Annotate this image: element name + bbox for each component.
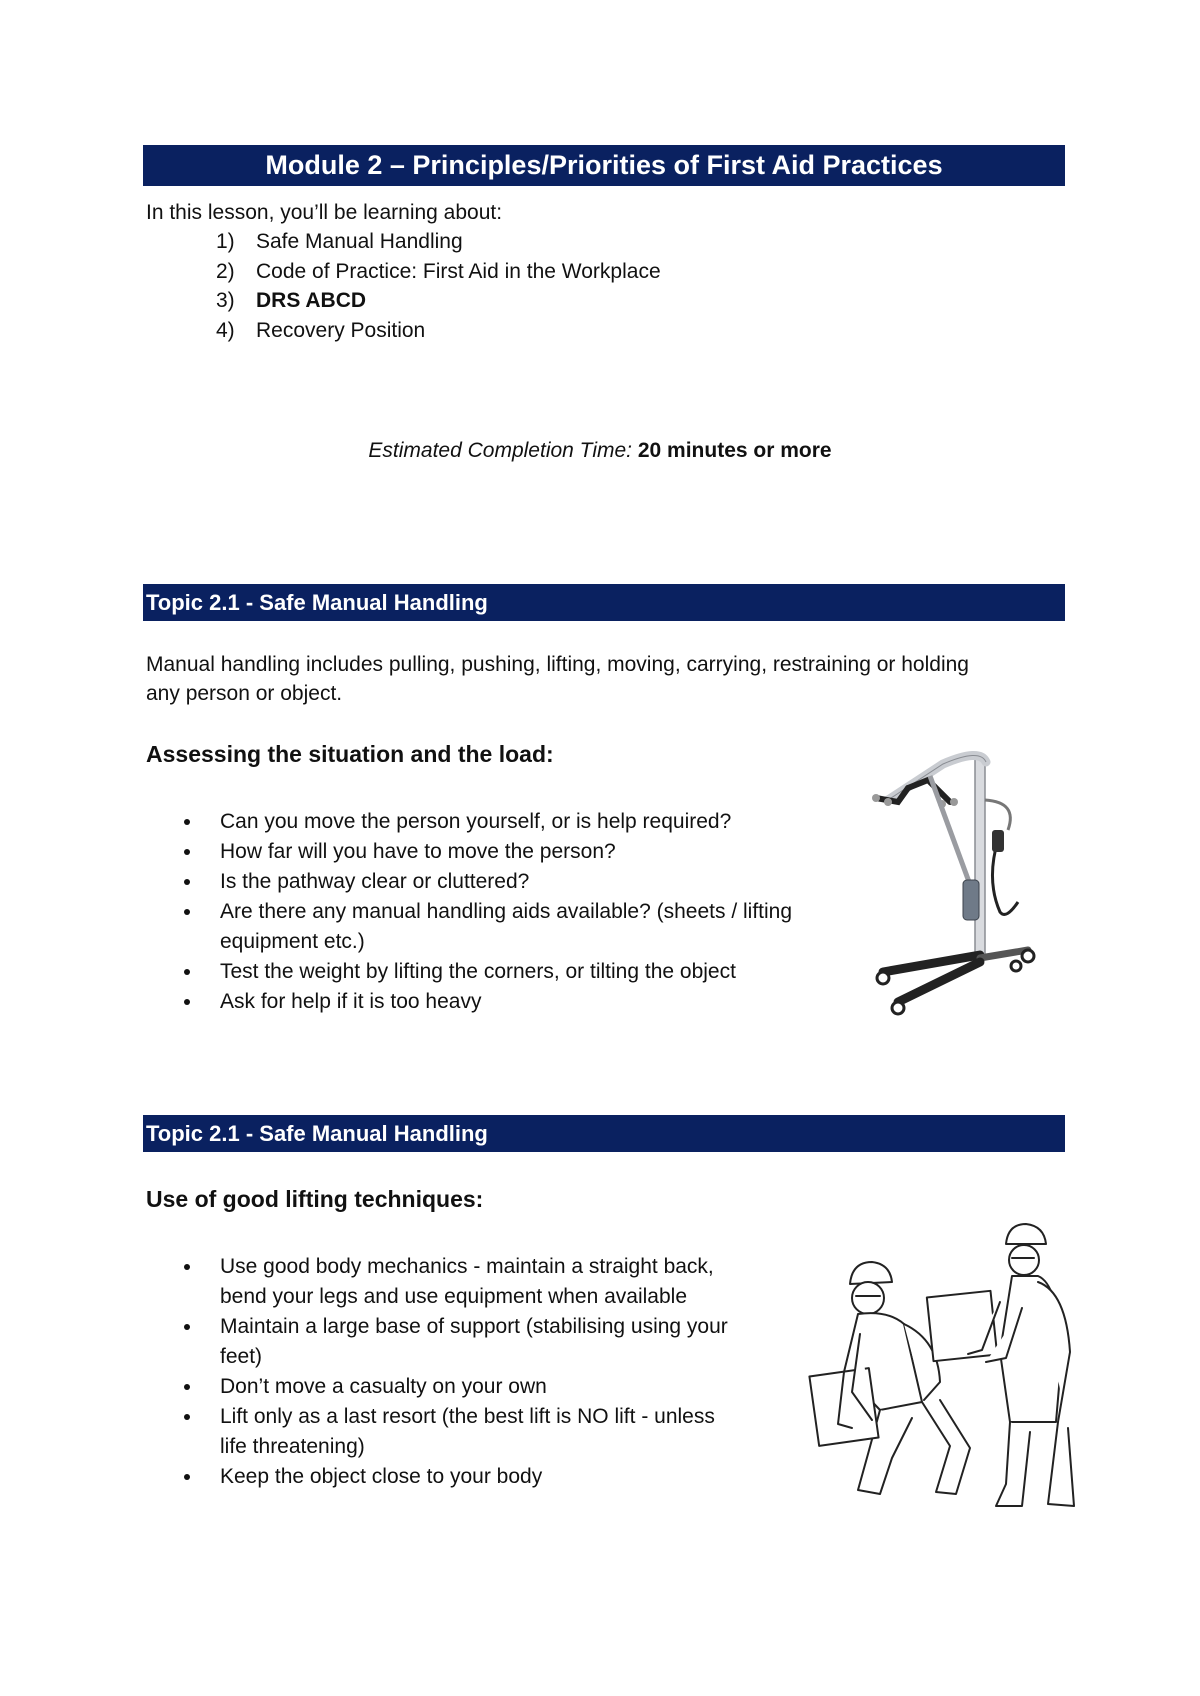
- lesson-item: 4) Recovery Position: [216, 318, 426, 342]
- lesson-item: 3) DRS ABCD: [216, 289, 367, 312]
- lifting-bullet-list: [184, 1252, 728, 1492]
- lesson-list: [216, 227, 661, 345]
- list-item-continuation: feet): [220, 1345, 263, 1368]
- list-item: How far will you have to move the person?: [184, 837, 792, 867]
- list-item: Lift only as a last resort (the best lift is NO lift - unless: [184, 1402, 728, 1432]
- assessing-bullet-list: [184, 807, 792, 1017]
- list-item-continuation: bend your legs and use equipment when available: [220, 1285, 687, 1308]
- list-item-continuation: equipment etc.): [220, 930, 365, 953]
- topic-banner: Topic 2.1 - Safe Manual Handling: [143, 1115, 1065, 1152]
- list-item: Maintain a large base of support (stabilising using your: [184, 1312, 728, 1342]
- list-item: Is the pathway clear or cluttered?: [184, 867, 792, 897]
- list-item: Test the weight by lifting the corners, or tilting the object: [184, 957, 792, 987]
- lesson-intro: In this lesson, you’ll be learning about:: [146, 201, 503, 224]
- list-item: Keep the object close to your body: [184, 1462, 728, 1492]
- patient-lift-illustration-icon: [868, 740, 1038, 1020]
- manual-handling-definition-line: Manual handling includes pulling, pushing, lifting, moving, carrying, restraining or holding: [146, 653, 969, 676]
- completion-time: Estimated Completion Time: 20 minutes or more: [368, 439, 832, 462]
- list-item: Are there any manual handling aids available? (sheets / lifting: [184, 897, 792, 927]
- list-item: Use good body mechanics - maintain a straight back,: [184, 1252, 728, 1282]
- topic-banner: Topic 2.1 - Safe Manual Handling: [143, 584, 1065, 621]
- module-title-banner: Module 2 – Principles/Priorities of First Aid Practices: [143, 145, 1065, 186]
- lifting-technique-illustration-icon: [800, 1222, 1090, 1512]
- list-item: Can you move the person yourself, or is help required?: [184, 807, 792, 837]
- list-item: Don’t move a casualty on your own: [184, 1372, 728, 1402]
- lifting-techniques-heading: Use of good lifting techniques:: [146, 1186, 484, 1212]
- assessing-heading: Assessing the situation and the load:: [146, 741, 554, 767]
- lesson-item: 1) Safe Manual Handling: [216, 230, 463, 253]
- manual-handling-definition-line: any person or object.: [146, 682, 343, 705]
- list-item: Ask for help if it is too heavy: [184, 987, 792, 1017]
- list-item-continuation: life threatening): [220, 1435, 365, 1458]
- lesson-item: 2) Code of Practice: First Aid in the Workplace: [216, 259, 661, 283]
